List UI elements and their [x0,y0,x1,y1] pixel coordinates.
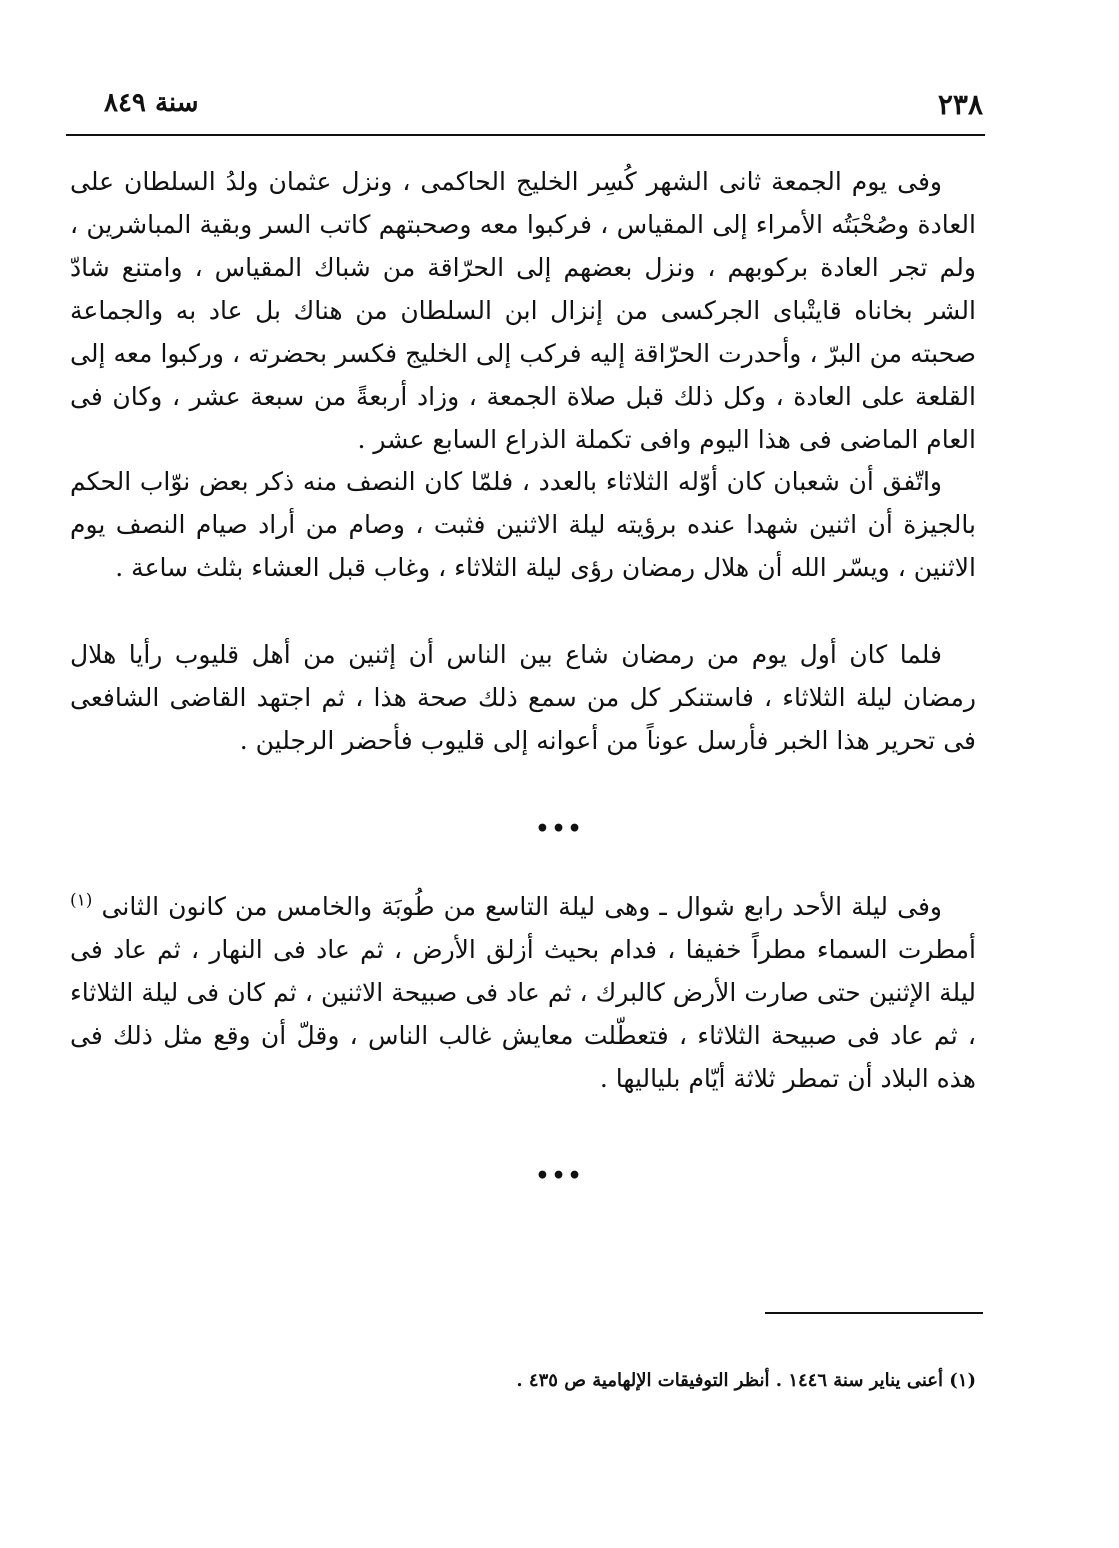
footnote: (١) أعنى يناير سنة ١٤٤٦ . أنظر التوفيقات الإلهامية ص ٤٣٥ . [516,1370,976,1391]
paragraph-nile-flood [70,160,976,461]
footnote-rule [765,1312,983,1314]
paragraph-shaban [70,460,976,589]
page-header [66,88,983,128]
running-title: سنة ٨٤٩ [104,88,199,118]
header-rule [66,134,985,136]
paragraph-text-start: وفى ليلة الأحد رابع شوال ـ وهى ليلة التاسع من طُوبَة والخامس من كانون الثانى [101,892,943,921]
page-number: ٢٣٨ [937,88,983,121]
paragraph-ramadan-crescent [70,633,976,762]
paragraph-text [70,885,976,1100]
paragraph-text-end: أمطرت السماء مطراً خفيفا ، فدام بحيث أزلق الأرض ، ثم عاد فى النهار ، ثم عاد فى ليلة الإثنين حتى صارت الأرض كالبرك ، ثم عاد فى صبيحة الاثنين ، ثم كان فى ليلة الثلاثاء ، ثم عاد فى صبيحة الثلاثاء ، فتعطّلت معايش غالب الناس ، وقلّ أن وقع مثل ذلك فى هذه البلاد أن تمطر ثلاثة أيّام بلياليها . [70,935,976,1093]
paragraph-rain [70,885,976,1100]
paragraph-text: فلما كان أول يوم من رمضان شاع بين الناس أن إثنين من أهل قليوب رأيا هلال رمضان ليلة الثلاثاء ، فاستنكر كل من سمع ذلك صحة هذا ، ثم اجتهد القاضى الشافعى فى تحرير هذا الخبر فأرسل عوناً من أعوانه إلى قليوب فأحضر الرجلين . [70,640,976,755]
paragraph-text: وفى يوم الجمعة ثانى الشهر كُسِر الخليج الحاكمى ، ونزل عثمان ولدُ السلطان على العادة وصُحْبَتُه الأمراء إلى المقياس ، فركبوا معه وصحبتهم كاتب السر وبقية المباشرين ، ولم تجر العادة بركوبهم ، ونزل بعضهم إلى الحرّاقة من شباك المقياس ، وامتنع شادّ الشر بخاناه قايتْباى الجركسى من إنزال ابن السلطان من هناك بل عاد به والجماعة صحبته من البرّ ، وأحدرت الحرّاقة إليه فركب إلى الخليج فكسر بحضرته ، وركبوا معه إلى القلعة على العادة ، وكل ذلك قبل صلاة الجمعة ، وزاد أربعةً من سبعة عشر ، وكان فى العام الماضى فى هذا اليوم وافى تكملة الذراع السابع عشر . [70,167,976,454]
paragraph-text: واتّفق أن شعبان كان أوّله الثلاثاء بالعدد ، فلمّا كان النصف منه ذكر بعض نوّاب الحكم بالجيزة أن اثنين شهدا عنده برؤيته ليلة الاثنين فثبت ، وصام من أراد صيام النصف يوم الاثنين ، ويسّر الله أن هلال رمضان رؤى ليلة الثلاثاء ، وغاب قبل العشاء بثلث ساعة . [70,467,976,582]
section-separator: ••• [535,1163,584,1189]
footnote-marker[interactable]: (١) [70,890,93,911]
section-separator: ••• [535,816,584,842]
